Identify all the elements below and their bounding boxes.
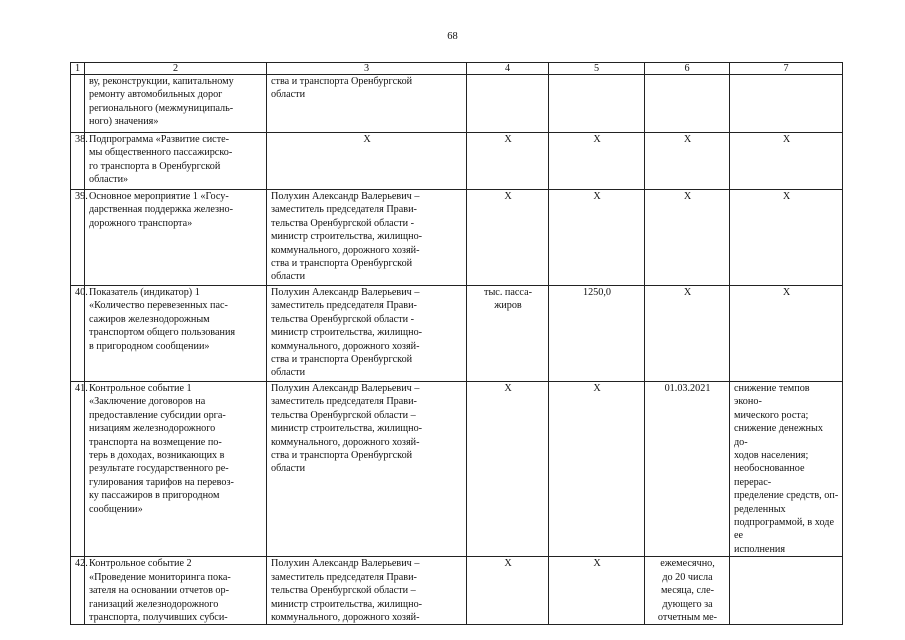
- responsible-person: Полухин Александр Валерьевич – заместитель председателя Прави- тельства Оренбургской области - министр строительства, жилищно- коммунального, дорожного хозяй- ства и транспорта Оренбургской области: [267, 286, 467, 382]
- indicator-value: 1250,0: [549, 286, 645, 382]
- table-row: [71, 133, 843, 190]
- responsible-person: Х: [267, 133, 467, 190]
- event-name: Показатель (индикатор) 1 «Количество перевезенных пас- сажиров железнодорожным транспортом общего пользования в пригородном сообщении»: [85, 286, 267, 382]
- deadline: Х: [645, 133, 730, 190]
- column-header: 6: [645, 63, 730, 75]
- table-row: [71, 382, 843, 557]
- responsible-person: Полухин Александр Валерьевич – заместитель председателя Прави- тельства Оренбургской области - министр строительства, жилищно- коммунального, дорожного хозяй- ства и транспорта Оренбургской области: [267, 190, 467, 286]
- column-header: 7: [730, 63, 843, 75]
- responsible-person: ства и транспорта Оренбургской области: [267, 75, 467, 133]
- deadline: ежемесячно, до 20 числа месяца, сле- дующего за отчетным ме-: [645, 557, 730, 625]
- table-row: [71, 286, 843, 382]
- table-row: [71, 190, 843, 286]
- column-header: 5: [549, 63, 645, 75]
- risks: [730, 557, 843, 625]
- event-name: Контрольное событие 2 «Проведение мониторинга пока- зателя на основании отчетов ор- ганизаций железнодорожного транспорта, получивших субси-: [85, 557, 267, 625]
- risks: снижение темпов эконо- мического роста; снижение денежных до- ходов населения; необоснованное перерас- пределение средств, оп- ределенных подпрограммой, в ходе ее исполнения: [730, 382, 843, 557]
- unit-of-measure: Х: [467, 133, 549, 190]
- deadline: 01.03.2021: [645, 382, 730, 557]
- row-number: 40.: [71, 286, 85, 382]
- row-number: 39.: [71, 190, 85, 286]
- plan-table: [70, 62, 843, 625]
- unit-of-measure: Х: [467, 190, 549, 286]
- table-row: [71, 557, 843, 625]
- event-name: Подпрограмма «Развитие систе- мы общественного пассажирско- го транспорта в Оренбургской области»: [85, 133, 267, 190]
- event-name: Контрольное событие 1 «Заключение договоров на предоставление субсидии орга- низациям железнодорожного транспорта на возмещение по- терь в доходах, возникающих в результате государственного ре- гулирования тарифов на перевоз- ку пассажиров в пригородном сообщении»: [85, 382, 267, 557]
- column-header: 4: [467, 63, 549, 75]
- column-header: 1: [71, 63, 85, 75]
- risks: Х: [730, 133, 843, 190]
- risks: Х: [730, 286, 843, 382]
- event-name: ву, реконструкции, капитальному ремонту автомобильных дорог регионального (межмуниципаль- ного) значения»: [85, 75, 267, 133]
- column-number-header: [71, 63, 843, 75]
- risks: [730, 75, 843, 133]
- unit-of-measure: тыс. пасса- жиров: [467, 286, 549, 382]
- row-number: 38.: [71, 133, 85, 190]
- column-header: 3: [267, 63, 467, 75]
- row-number: 41.: [71, 382, 85, 557]
- indicator-value: Х: [549, 382, 645, 557]
- unit-of-measure: Х: [467, 382, 549, 557]
- unit-of-measure: Х: [467, 557, 549, 625]
- deadline: Х: [645, 286, 730, 382]
- responsible-person: Полухин Александр Валерьевич – заместитель председателя Прави- тельства Оренбургской области – министр строительства, жилищно- коммунального, дорожного хозяй- ства и транспорта Оренбургской области: [267, 382, 467, 557]
- indicator-value: Х: [549, 190, 645, 286]
- responsible-person: Полухин Александр Валерьевич – заместитель председателя Прави- тельства Оренбургской области – министр строительства, жилищно- коммунального, дорожного хозяй-: [267, 557, 467, 625]
- page-number: 68: [447, 31, 458, 42]
- unit-of-measure: [467, 75, 549, 133]
- risks: Х: [730, 190, 843, 286]
- row-number: 42.: [71, 557, 85, 625]
- row-number: [71, 75, 85, 133]
- deadline: Х: [645, 190, 730, 286]
- event-name: Основное мероприятие 1 «Госу- дарственная поддержка железно- дорожного транспорта»: [85, 190, 267, 286]
- indicator-value: [549, 75, 645, 133]
- column-header: 2: [85, 63, 267, 75]
- indicator-value: Х: [549, 133, 645, 190]
- deadline: [645, 75, 730, 133]
- table-row: [71, 75, 843, 133]
- indicator-value: Х: [549, 557, 645, 625]
